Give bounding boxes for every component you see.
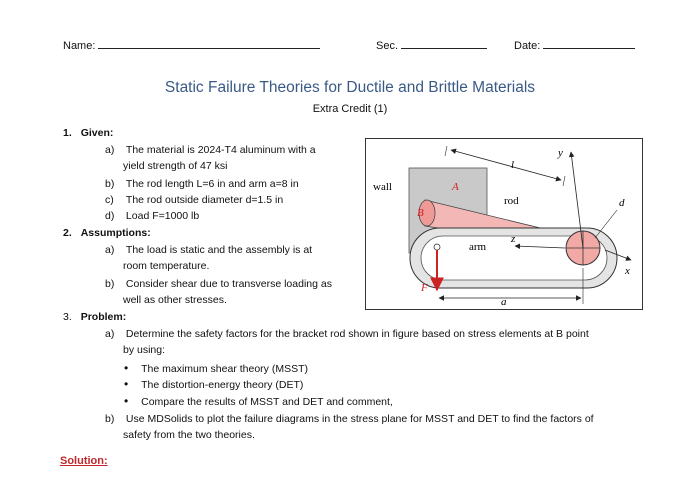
dim-d-label: d <box>619 197 625 209</box>
problem-item-label: a) <box>105 328 115 340</box>
assumptions-heading <box>63 225 151 241</box>
assumptions-title: Assumptions: <box>80 227 151 239</box>
date-label: Date: <box>514 40 541 52</box>
solution-label: Solution: <box>60 455 108 467</box>
page-subtitle: Extra Credit (1) <box>312 103 388 115</box>
bullet-dot: • <box>124 394 129 408</box>
problem-item-b <box>105 411 594 443</box>
axis-z-label: z <box>511 233 516 245</box>
given-item-label: c) <box>105 194 114 206</box>
name-field-row <box>63 38 320 52</box>
assumption-item-text-cont: well as other stresses. <box>123 294 227 306</box>
name-line <box>98 38 320 49</box>
given-heading <box>63 125 113 141</box>
name-label: Name: <box>63 40 96 52</box>
bullet-dot: • <box>124 361 129 375</box>
given-item-label: a) <box>105 144 115 156</box>
wall-label: wall <box>373 181 392 193</box>
assumption-item-label: a) <box>105 244 115 256</box>
problem-number: 3. <box>63 311 72 323</box>
date-line <box>543 38 635 49</box>
problem-bullet-2 <box>124 376 303 393</box>
given-item-text: The rod length L=6 in and arm a=8 in <box>125 178 299 190</box>
problem-item-text: Use MDSolids to plot the failure diagrams in the stress plane for MSST and DET to find the factors of <box>125 413 594 425</box>
assumption-item-text-cont: room temperature. <box>123 260 210 272</box>
assumption-item-a <box>105 242 312 274</box>
page-title: Static Failure Theories for Ductile and Brittle Materials <box>164 79 536 96</box>
dim-a-label: a <box>501 296 507 308</box>
bullet-text: Compare the results of MSST and DET and comment, <box>141 396 393 408</box>
given-title: Given: <box>80 127 114 139</box>
assumptions-number: 2. <box>63 227 72 239</box>
problem-bullet-1 <box>124 360 308 377</box>
given-item-text: The rod outside diameter d=1.5 in <box>125 194 284 206</box>
assumption-item-text: The load is static and the assembly is at <box>125 244 313 256</box>
given-item-text: Load F=1000 lb <box>125 210 200 222</box>
given-item-b <box>105 176 299 192</box>
problem-item-text: Determine the safety factors for the bracket rod shown in figure based on stress elements at B point <box>125 328 589 340</box>
assumption-item-text: Consider shear due to transverse loading as <box>125 278 332 290</box>
axis-y-label: y <box>558 147 563 159</box>
problem-item-label: b) <box>105 413 115 425</box>
given-item-label: b) <box>105 178 115 190</box>
given-number: 1. <box>63 127 72 139</box>
bullet-dot: • <box>124 377 129 391</box>
sec-field-row <box>376 38 487 52</box>
assumption-item-b <box>105 276 332 308</box>
pin-hole <box>434 244 440 250</box>
bullet-text: The maximum shear theory (MSST) <box>141 363 308 375</box>
given-item-text-cont: yield strength of 47 ksi <box>123 160 228 172</box>
sec-label: Sec. <box>376 40 399 52</box>
arm-label: arm <box>469 241 487 253</box>
problem-title: Problem: <box>80 311 127 323</box>
problem-item-text-cont: safety from the two theories. <box>123 429 255 441</box>
force-label: F <box>421 282 428 294</box>
problem-item-text-cont: by using: <box>123 344 166 356</box>
given-item-label: d) <box>105 210 115 222</box>
problem-bullet-3 <box>124 393 393 410</box>
problem-heading <box>63 309 126 325</box>
given-item-a <box>105 142 316 174</box>
date-field-row <box>514 38 635 52</box>
assumption-item-label: b) <box>105 278 115 290</box>
bracket-figure <box>365 138 643 310</box>
sec-line <box>401 38 487 49</box>
problem-item-a <box>105 326 589 358</box>
dim-l-label: l <box>511 159 515 171</box>
point-a-label: A <box>452 181 459 193</box>
given-item-d <box>105 208 199 224</box>
axis-x-label: x <box>625 265 630 277</box>
bullet-text: The distortion-energy theory (DET) <box>141 379 304 391</box>
given-item-c <box>105 192 283 208</box>
rod-label: rod <box>504 195 519 207</box>
point-b-label: B <box>417 207 424 219</box>
given-item-text: The material is 2024-T4 aluminum with a <box>125 144 316 156</box>
